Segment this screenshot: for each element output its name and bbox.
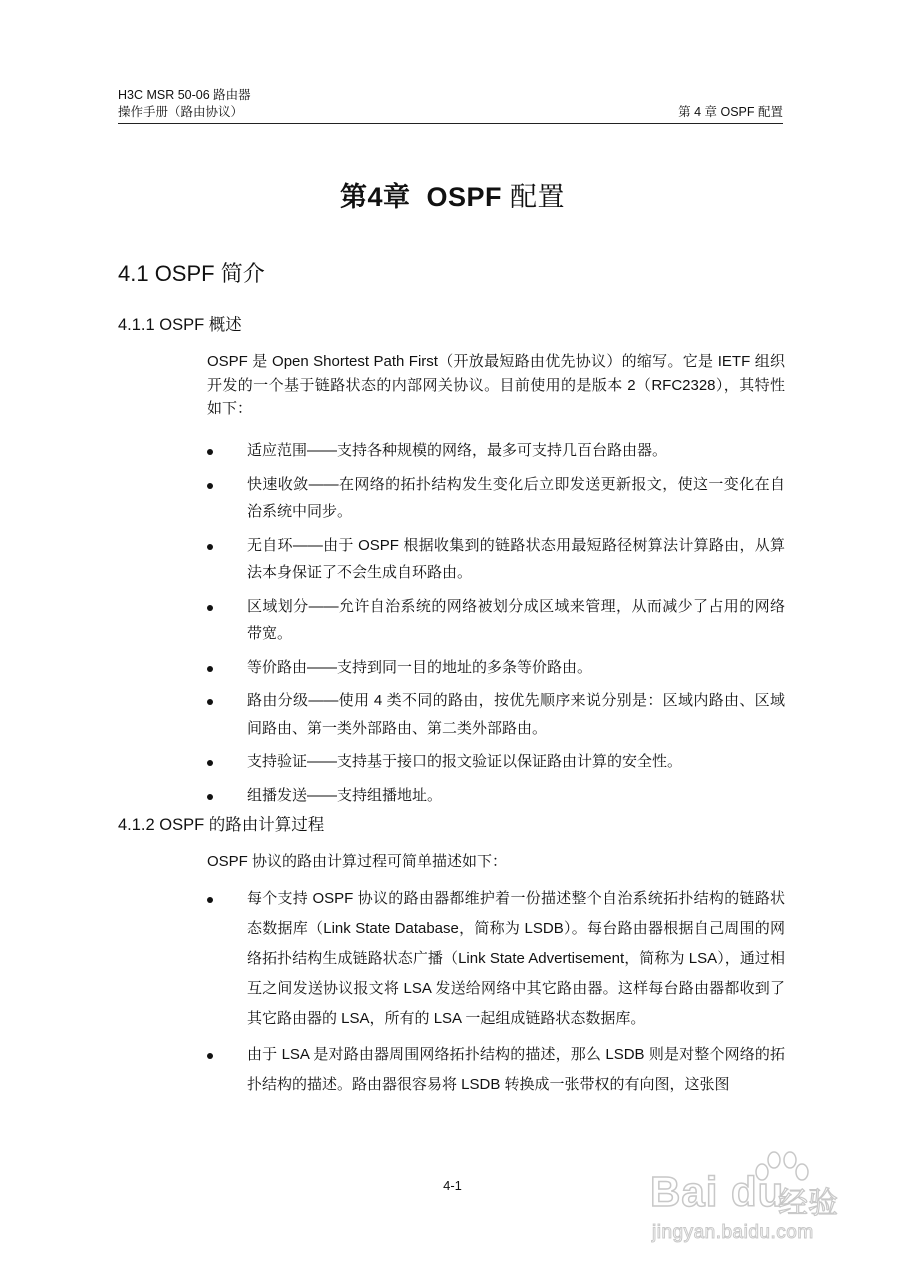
list-item: 无自环——由于 OSPF 根据收集到的链路状态用最短路径树算法计算路由，从算法本身保证了不会生成自环路由。: [207, 532, 785, 587]
chapter-title-latin: OSPF: [426, 182, 503, 212]
route-calc-steps-list: [207, 884, 785, 1106]
ospf-features-list: [207, 437, 785, 815]
bullet-icon: [207, 1053, 213, 1059]
chapter-title-cjk: 配置: [510, 182, 566, 212]
list-item: 由于 LSA 是对路由器周围网络拓扑结构的描述，那么 LSDB 则是对整个网络的拓扑结构的描述。路由器很容易将 LSDB 转换成一张带权的有向图，这张图: [207, 1040, 785, 1100]
list-item: 适应范围——支持各种规模的网络，最多可支持几百台路由器。: [207, 437, 785, 465]
watermark-url: jingyan.baidu.com: [652, 1222, 814, 1243]
section-heading-4-1: 4.1 OSPF 简介: [118, 261, 265, 286]
bullet-icon: [207, 666, 213, 672]
page-header: [118, 87, 783, 124]
list-item: 快速收敛——在网络的拓扑结构发生变化后立即发送更新报文，使这一变化在自治系统中同步。: [207, 471, 785, 526]
bullet-icon: [207, 605, 213, 611]
list-item: 区域划分——允许自治系统的网络被划分成区域来管理，从而减少了占用的网络带宽。: [207, 593, 785, 648]
bullet-icon: [207, 483, 213, 489]
bullet-icon: [207, 897, 213, 903]
bullet-icon: [207, 760, 213, 766]
list-item: 每个支持 OSPF 协议的路由器都维护着一份描述整个自治系统拓扑结构的链路状态数据库（Link State Database，简称为 LSDB）。每台路由器根据自己周围的网络拓扑结构生成链路状态广播（Link State Advertisement，简称为 LSA），通过相互之间发送协议报文将 LSA 发送给网络中其它路由器。这样每台路由器都收到了其它路由器的 LSA，所有的 LSA 一起组成链路状态数据库。: [207, 884, 785, 1034]
ospf-overview-paragraph: OSPF 是 Open Shortest Path First（开放最短路由优先协议）的缩写。它是 IETF 组织开发的一个基于链路状态的内部网关协议。目前使用的是版本 2（RFC2328），其特性如下：: [207, 353, 785, 417]
header-manual: 操作手册（路由协议）: [118, 105, 244, 119]
watermark-brand: Bai du: [650, 1168, 785, 1215]
header-product: H3C MSR 50-06 路由器: [118, 88, 251, 102]
route-calc-intro: OSPF 协议的路由计算过程可简单描述如下：: [207, 853, 508, 870]
bullet-icon: [207, 449, 213, 455]
watermark-brand-cn: 经验: [778, 1187, 838, 1220]
section-heading-4-1-2: 4.1.2 OSPF 的路由计算过程: [118, 816, 325, 834]
list-item: 组播发送——支持组播地址。: [207, 782, 785, 810]
list-item: 支持验证——支持基于接口的报文验证以保证路由计算的安全性。: [207, 748, 785, 776]
list-item: 路由分级——使用 4 类不同的路由，按优先顺序来说分别是：区域内路由、区域间路由、第一类外部路由、第二类外部路由。: [207, 687, 785, 742]
baidu-jingyan-watermark: [640, 1150, 850, 1245]
bullet-icon: [207, 794, 213, 800]
page-number: 4-1: [443, 1178, 462, 1193]
header-chapter-ref: 第 4 章 OSPF 配置: [678, 105, 783, 119]
chapter-prefix: 第4章: [339, 182, 411, 212]
bullet-icon: [207, 544, 213, 550]
list-item: 等价路由——支持到同一目的地址的多条等价路由。: [207, 654, 785, 682]
chapter-title: [0, 175, 905, 214]
section-heading-4-1-1: 4.1.1 OSPF 概述: [118, 316, 242, 334]
bullet-icon: [207, 699, 213, 705]
